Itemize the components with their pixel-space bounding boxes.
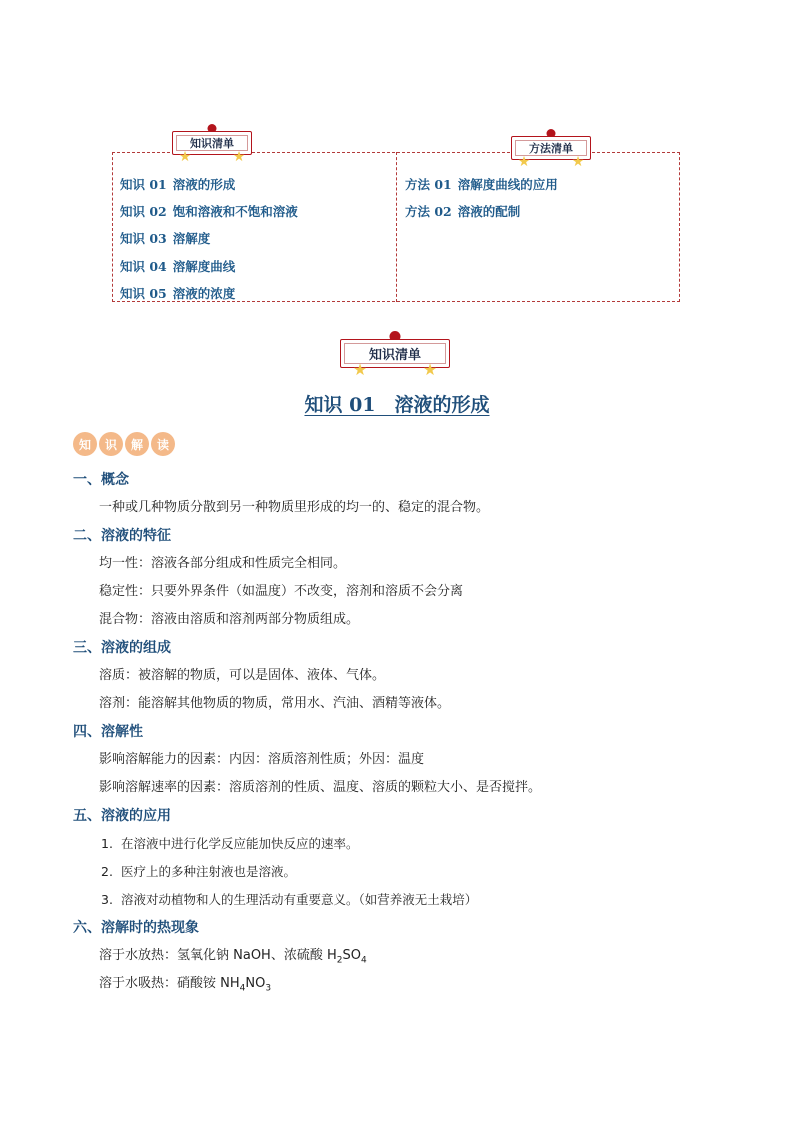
badge-label: 知识清单: [176, 135, 248, 151]
feature-line: 稳定性：只要外界条件（如温度）不改变，溶剂和溶质不会分离: [99, 584, 464, 599]
index-divider: [396, 152, 397, 302]
star-icon: ★: [571, 154, 585, 170]
reading-char: 读: [151, 432, 175, 456]
knowledge-link-05[interactable]: 知识 05 溶液的浓度: [120, 285, 236, 301]
composition-line: 溶质：被溶解的物质，可以是固体、液体、气体。: [99, 668, 386, 683]
reading-char: 识: [99, 432, 123, 456]
feature-line: 混合物：溶液由溶质和溶剂两部分物质组成。: [99, 612, 360, 627]
star-icon: ★: [232, 149, 246, 165]
badge-label: 知识清单: [344, 343, 446, 364]
center-knowledge-badge: [340, 331, 450, 379]
heading-heat-phenomena: 六、溶解时的热现象: [73, 920, 199, 936]
badge-label: 方法清单: [515, 140, 587, 156]
knowledge-link-03[interactable]: 知识 03 溶解度: [120, 231, 211, 247]
knowledge-link-02[interactable]: 知识 02 饱和溶液和不饱和溶液: [120, 204, 298, 220]
section-title: 知识 01 溶液的形成: [304, 394, 490, 416]
heading-solubility: 四、溶解性: [73, 724, 143, 740]
heading-applications: 五、溶液的应用: [73, 808, 171, 824]
heading-concept: 一、概念: [73, 472, 129, 488]
feature-line: 均一性：溶液各部分组成和性质完全相同。: [99, 556, 347, 571]
knowledge-link-01[interactable]: 知识 01 溶液的形成: [120, 177, 236, 192]
method-link-02[interactable]: 方法 02 溶液的配制: [405, 204, 521, 220]
list-item: 1. 在溶液中进行化学反应能加快反应的速率。: [101, 836, 359, 851]
concept-text: 一种或几种物质分散到另一种物质里形成的均一的、稳定的混合物。: [99, 500, 490, 515]
reading-char: 解: [125, 432, 149, 456]
list-item: 3. 溶液对动植物和人的生理活动有重要意义。（如营养液无土栽培）: [101, 892, 478, 907]
solubility-line: 影响溶解速率的因素：溶质溶剂的性质、温度、溶质的颗粒大小、是否搅拌。: [99, 780, 542, 795]
method-index-list: [405, 176, 558, 230]
heading-composition: 三、溶液的组成: [73, 640, 171, 656]
applications-list: [73, 830, 733, 914]
knowledge-reading-label: [73, 432, 177, 458]
reading-char: 知: [73, 432, 97, 456]
heat-release-line: 溶于水放热：氢氧化钠 NaOH、浓硫酸 $H_2SO_4$: [99, 948, 367, 966]
method-list-badge: [511, 129, 591, 169]
star-icon: ★: [352, 360, 368, 379]
list-item: 2. 医疗上的多种注射液也是溶液。: [101, 864, 297, 879]
star-icon: ★: [517, 154, 531, 170]
solubility-line: 影响溶解能力的因素：内因：溶质溶剂性质；外因：温度: [99, 752, 425, 767]
composition-line: 溶剂：能溶解其他物质的物质，常用水、汽油、酒精等液体。: [99, 696, 451, 711]
content-body: [73, 466, 733, 998]
heat-absorb-line: 溶于水吸热：硝酸铵 $NH_4NO_3$: [99, 976, 272, 994]
method-link-01[interactable]: 方法 01 溶解度曲线的应用: [405, 177, 558, 192]
knowledge-link-04[interactable]: 知识 04 溶解度曲线: [120, 258, 236, 274]
knowledge-list-badge: [172, 124, 252, 164]
star-icon: ★: [422, 360, 438, 379]
knowledge-index-list: [120, 176, 298, 312]
star-icon: ★: [178, 149, 192, 165]
heading-features: 二、溶液的特征: [73, 528, 171, 544]
